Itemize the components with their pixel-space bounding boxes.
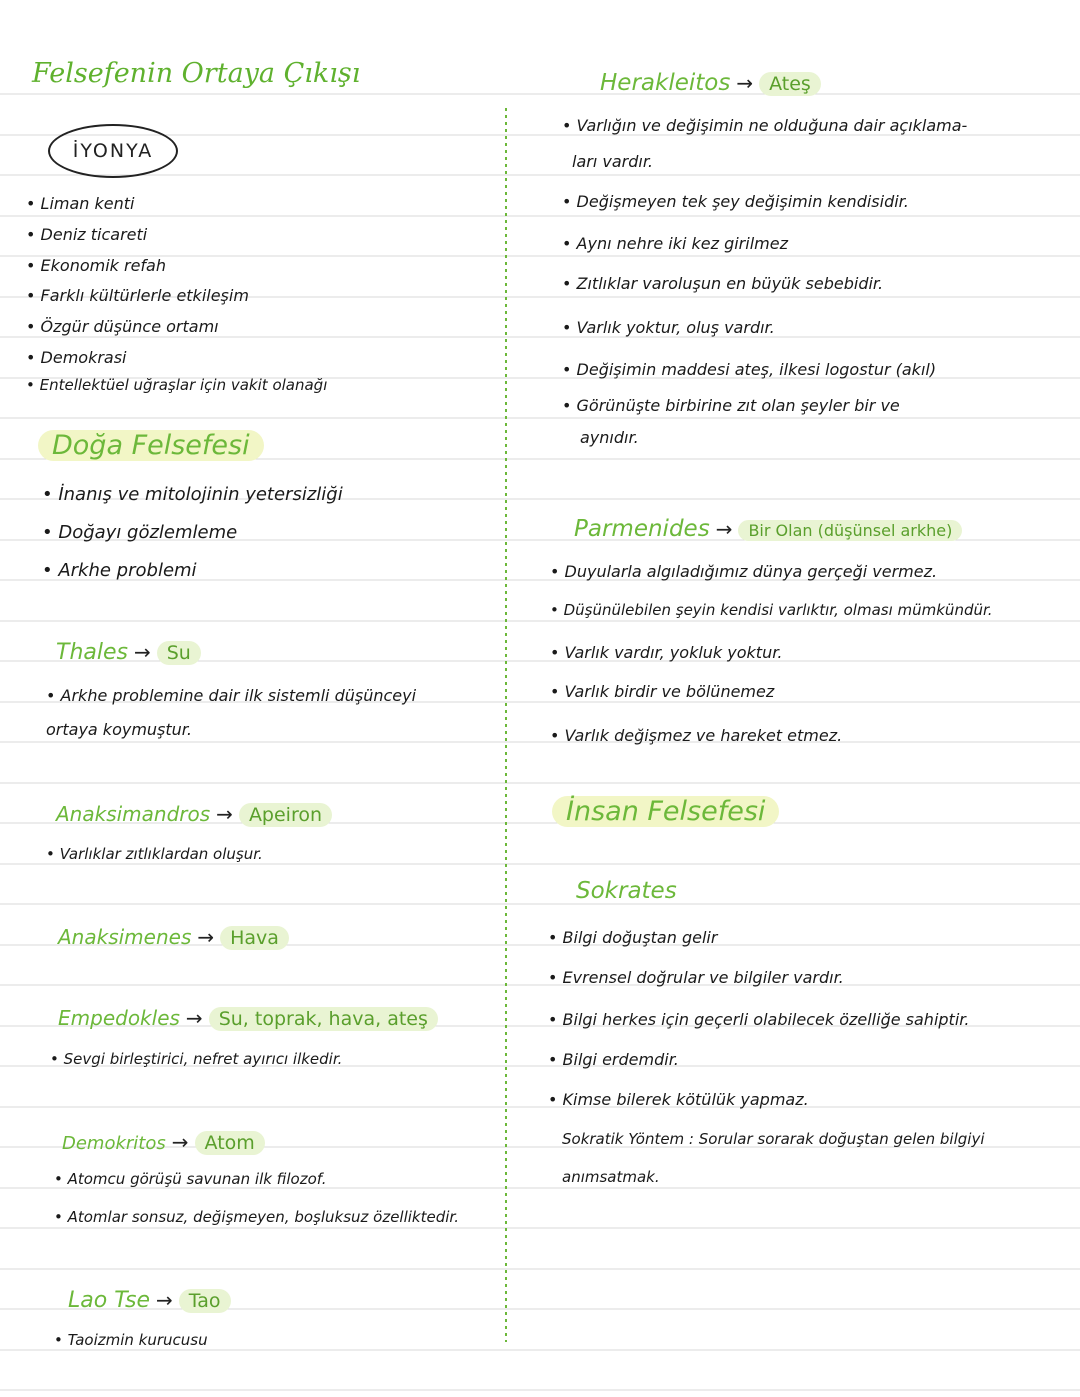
ionia-item: • Deniz ticareti bbox=[26, 225, 148, 244]
arkhe-value: Apeiron bbox=[239, 803, 332, 827]
laotse-heading bbox=[68, 1288, 231, 1314]
arrow-icon: → bbox=[171, 1130, 189, 1154]
arkhe-value: Su bbox=[157, 641, 201, 665]
arkhe-value: Tao bbox=[179, 1289, 231, 1313]
sokrates-note: • Bilgi erdemdir. bbox=[548, 1050, 679, 1069]
herakleitos-heading bbox=[600, 70, 821, 98]
anaksimenes-heading bbox=[58, 925, 289, 950]
thales-note: ortaya koymuştur. bbox=[46, 720, 192, 739]
herakleitos-note: • Varlığın ve değişimin ne olduğuna dair açıklama- bbox=[562, 116, 968, 135]
thales-heading bbox=[56, 640, 201, 666]
demokritos-note: • Atomlar sonsuz, değişmeyen, boşluksuz özelliktedir. bbox=[54, 1208, 459, 1226]
herakleitos-note: • Zıtlıklar varoluşun en büyük sebebidir. bbox=[562, 274, 884, 293]
sokrates-heading: Sokrates bbox=[576, 878, 677, 904]
ionia-item: • Liman kenti bbox=[26, 194, 135, 213]
insan-felsefesi-heading: İnsan Felsefesi bbox=[552, 796, 779, 827]
herakleitos-note: • Aynı nehre iki kez girilmez bbox=[562, 234, 788, 253]
empedokles-note: • Sevgi birleştirici, nefret ayırıcı ilkedir. bbox=[50, 1050, 343, 1068]
philosopher-name: Empedokles bbox=[58, 1006, 180, 1030]
sokratik-yontem-note: Sokratik Yöntem : Sorular sorarak doğuştan gelen bilgiyi bbox=[562, 1130, 985, 1148]
doga-felsefesi-heading: Doğa Felsefesi bbox=[38, 430, 264, 461]
anaksimandros-heading bbox=[56, 802, 332, 827]
herakleitos-note: aynıdır. bbox=[580, 428, 639, 447]
philosopher-name: Parmenides bbox=[574, 516, 710, 542]
sokrates-note: • Bilgi herkes için geçerli olabilecek özelliğe sahiptir. bbox=[548, 1010, 970, 1029]
parmenides-note: • Duyularla algıladığımız dünya gerçeği vermez. bbox=[550, 562, 938, 581]
ionia-oval-label bbox=[48, 124, 178, 178]
arkhe-value: Ateş bbox=[759, 72, 821, 96]
parmenides-note: • Düşünülebilen şeyin kendisi varlıktır, olması mümkündür. bbox=[550, 601, 993, 619]
ionia-item: • Özgür düşünce ortamı bbox=[26, 317, 219, 336]
sokratik-yontem-note: anımsatmak. bbox=[562, 1168, 660, 1186]
philosopher-name: Anaksimenes bbox=[58, 925, 192, 949]
parmenides-heading bbox=[574, 516, 962, 544]
ionia-item: • Entellektüel uğraşlar için vakit olanağı bbox=[26, 376, 328, 394]
ionia-item: • Demokrasi bbox=[26, 348, 127, 367]
parmenides-note: • Varlık birdir ve bölünemez bbox=[550, 682, 775, 701]
arkhe-value: Bir Olan (düşünsel arkhe) bbox=[738, 520, 962, 541]
arkhe-value: Hava bbox=[220, 926, 289, 950]
arrow-icon: → bbox=[156, 1288, 173, 1312]
herakleitos-note: • Varlık yoktur, oluş vardır. bbox=[562, 318, 775, 337]
arrow-icon: → bbox=[216, 802, 233, 826]
philosopher-name: Lao Tse bbox=[68, 1288, 151, 1313]
doga-item: • Arkhe problemi bbox=[42, 560, 197, 581]
herakleitos-note: ları vardır. bbox=[572, 152, 654, 171]
philosopher-name: Anaksimandros bbox=[56, 802, 211, 826]
demokritos-note: • Atomcu görüşü savunan ilk filozof. bbox=[54, 1170, 327, 1188]
parmenides-note: • Varlık değişmez ve hareket etmez. bbox=[550, 726, 843, 745]
arkhe-value: Su, toprak, hava, ateş bbox=[209, 1007, 438, 1031]
herakleitos-note: • Görünüşte birbirine zıt olan şeyler bir ve bbox=[562, 396, 900, 415]
parmenides-note: • Varlık vardır, yokluk yoktur. bbox=[550, 643, 783, 662]
philosopher-name: Demokritos bbox=[62, 1133, 166, 1154]
empedokles-heading bbox=[58, 1006, 438, 1031]
arrow-icon: → bbox=[133, 640, 151, 664]
philosopher-name: Thales bbox=[56, 640, 128, 665]
ionia-item: • Ekonomik refah bbox=[26, 256, 166, 275]
sokrates-note: • Kimse bilerek kötülük yapmaz. bbox=[548, 1090, 809, 1109]
herakleitos-note: • Değişmeyen tek şey değişimin kendisidir. bbox=[562, 192, 909, 211]
ionia-item: • Farklı kültürlerle etkileşim bbox=[26, 286, 249, 305]
page-title: Felsefenin Ortaya Çıkışı bbox=[32, 58, 361, 89]
thales-note: • Arkhe problemine dair ilk sistemli düşünceyi bbox=[46, 686, 417, 705]
sokrates-note: • Bilgi doğuştan gelir bbox=[548, 928, 718, 947]
arrow-icon: → bbox=[197, 925, 215, 949]
herakleitos-note: • Değişimin maddesi ateş, ilkesi logostur (akıl) bbox=[562, 360, 937, 379]
anaksimandros-note: • Varlıklar zıtlıklardan oluşur. bbox=[46, 845, 263, 863]
laotse-note: • Taoizmin kurucusu bbox=[54, 1331, 208, 1349]
doga-item: • İnanış ve mitolojinin yetersizliği bbox=[42, 484, 343, 505]
arrow-icon: → bbox=[736, 71, 754, 95]
philosopher-name: Herakleitos bbox=[600, 70, 731, 96]
arkhe-value: Atom bbox=[195, 1131, 265, 1155]
ionia-label: İYONYA bbox=[72, 140, 154, 162]
doga-item: • Doğayı gözlemleme bbox=[42, 522, 238, 543]
sokrates-note: • Evrensel doğrular ve bilgiler vardır. bbox=[548, 968, 844, 987]
demokritos-heading bbox=[62, 1130, 265, 1155]
arrow-icon: → bbox=[185, 1006, 203, 1030]
arrow-icon: → bbox=[715, 517, 733, 541]
